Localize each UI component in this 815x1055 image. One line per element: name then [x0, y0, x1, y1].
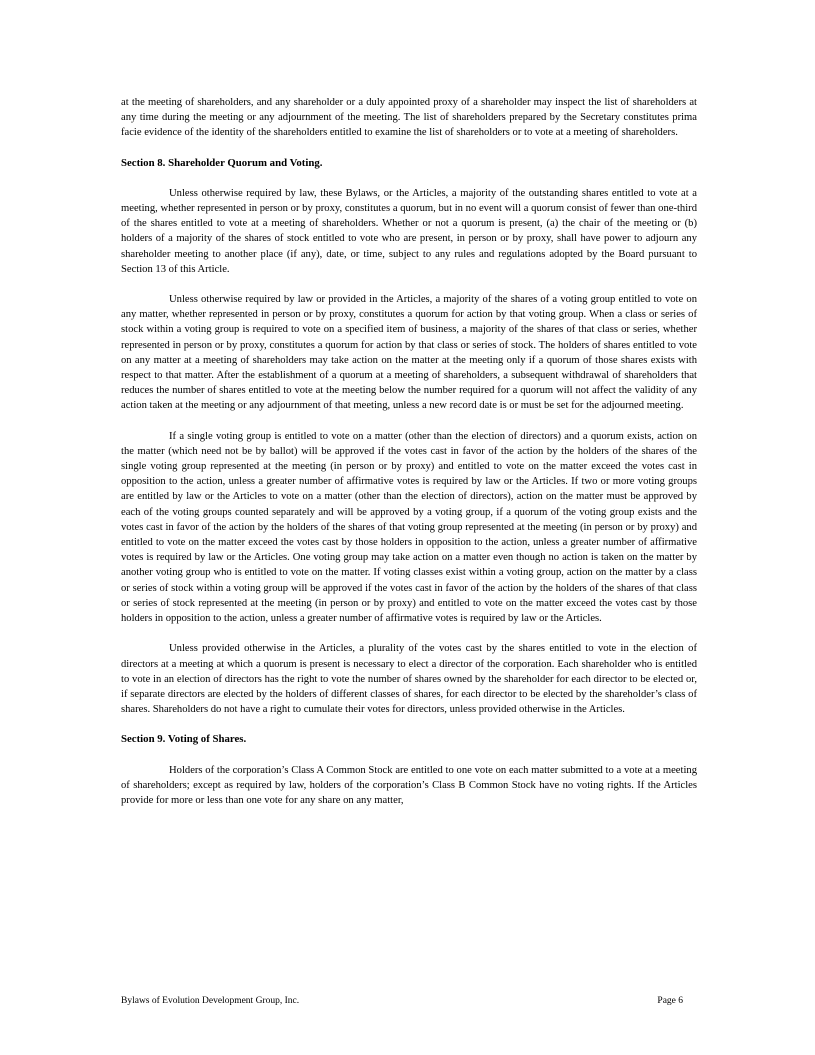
continuation-paragraph: at the meeting of shareholders, and any shareholder or a duly appointed proxy of a shareholder may inspect the list of shareholders at any time during the meeting or any adjournment of the meeting. The list of shareholders prepared by the Secretary constitutes prima facie evidence of the identity of the shareholders entitled to examine the list of shareholders or to vote at a meeting of shareholders. — [121, 97, 697, 139]
document-body — [121, 95, 697, 808]
section-8-paragraph-4: Unless provided otherwise in the Articles, a plurality of the votes cast by the shares entitled to vote in the election of directors at a meeting at which a quorum is present is necessary to elect a director of the corporation. Each shareholder who is entitled to vote in an election of directors has the right to vote the number of shares owned by the shareholder for each director to be elected or, if separate directors are elected by the holders of different classes of shares, for each director to be elected by the shareholder’s class of shares. Shareholders do not have a right to cumulate their votes for directors, unless provided otherwise in the Articles. — [121, 643, 697, 716]
section-8-paragraph-3: If a single voting group is entitled to vote on a matter (other than the election of directors) and a quorum exists, action on the matter (which need not be by ballot) will be approved if the votes cast in favor of the action by the holders of the shares of the single voting group represented at the meeting (in person or by proxy) and entitled to vote on the matter exceed the votes cast in opposition to the action, unless a greater number of affirmative votes is required by law or the Articles. If two or more voting groups are entitled by law or the Articles to vote on a matter (other than the election of directors), action on the matter must be approved by each of the voting groups counted separately and will be approved by a voting group, if a quorum of the voting group exists and the votes cast in favor of the action by the holders of the shares of that voting group represented at the meeting (in person or by proxy) and entitled to vote on the matter exceed the votes cast by those holders in opposition to the action, unless a greater number of affirmative votes is required by law or the Articles. One voting group may take action on a matter even though no action is taken on the matter by another voting group who is entitled to vote on the matter. If voting classes exist within a voting group, action on the matter by a class or series of stock within a voting group will be approved if the votes cast in favor of the action by the holders of the shares of that class or series of stock represented at the meeting (in person or by proxy) and entitled to vote on the matter exceed the votes cast by those holders in opposition to the action, unless a greater number of affirmative votes is required by law or the Articles. — [121, 430, 697, 625]
section-8-paragraph-1: Unless otherwise required by law, these Bylaws, or the Articles, a majority of the outstanding shares entitled to vote at a meeting, whether represented in person or by proxy, constitutes a quorum, but in no event will a quorum consist of fewer than one-third of the shares entitled to vote at a meeting of shareholders. Whether or not a quorum is present, (a) the chair of the meeting or (b) holders of a majority of the shares of stock entitled to vote who are present, in person or by proxy, shall have power to adjourn any shareholder meeting to another place (if any), date, or time, subject to any rules and regulations adopted by the Board pursuant to Section 13 of this Article. — [121, 187, 697, 275]
section-8-paragraph-2: Unless otherwise required by law or provided in the Articles, a majority of the shares of a voting group entitled to vote on any matter, whether represented in person or by proxy, constitutes a quorum for action by that voting group. When a class or series of stock within a voting group is required to vote on a specified item of business, a majority of the shares of that class or series, whether represented in person or by proxy, constitutes a quorum for action by that class or series of stock. The holders of shares entitled to vote on any matter at a meeting of shareholders may take action on the matter at the meeting only if a quorum of those shares exists with respect to that matter. After the establishment of a quorum at a meeting of shareholders, a subsequent withdrawal of shareholders that reduces the number of shares entitled to vote at the meeting below the number required for a quorum will not affect the validity of any action taken at the meeting or any adjournment of that meeting, unless a new record date is or must be set for the adjourned meeting. — [121, 294, 697, 412]
section-9-heading: Section 9. Voting of Shares. — [121, 733, 247, 746]
footer-document-title: Bylaws of Evolution Development Group, Inc. — [121, 996, 300, 1006]
section-8-heading: Section 8. Shareholder Quorum and Voting. — [121, 156, 323, 169]
section-9-paragraph-1: Holders of the corporation’s Class A Common Stock are entitled to one vote on each matter submitted to a vote at a meeting of shareholders; except as required by law, holders of the corporation’s Class B Common Stock have no voting rights. If the Articles provide for more or less than one vote for any share on any matter, — [121, 764, 697, 806]
footer-page-number: Page 6 — [657, 996, 683, 1006]
